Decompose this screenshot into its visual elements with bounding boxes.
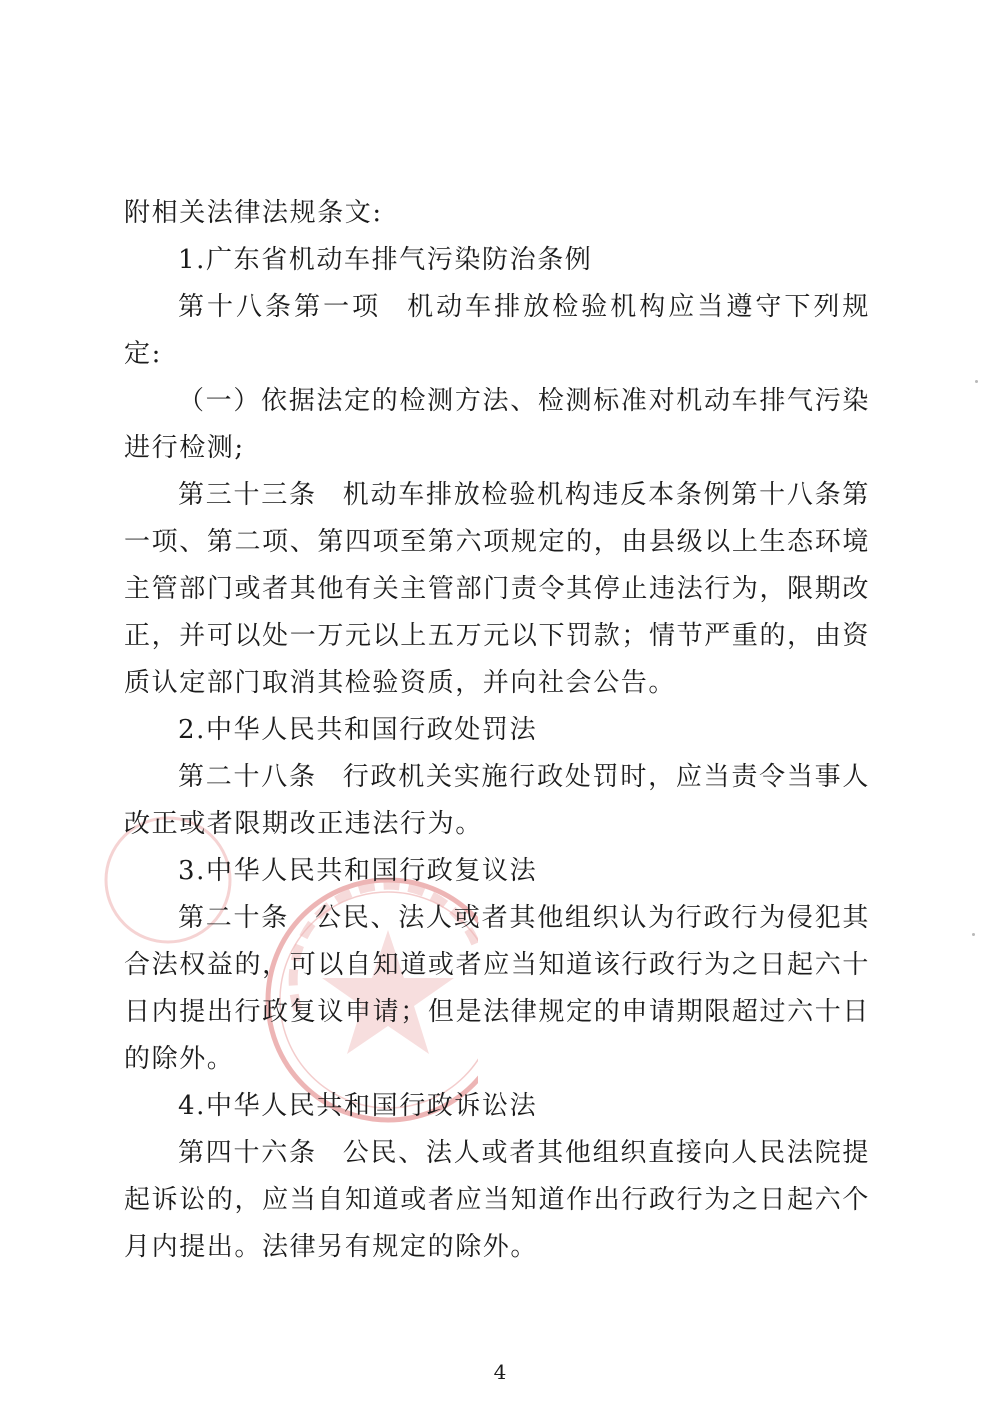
article-number: 第二十条	[178, 903, 290, 933]
article-text: 行政机关实施行政处罚时，应当责令当事人改正或者限期改正违法行为。	[124, 762, 870, 839]
law-title: 2.中华人民共和国行政处罚法	[178, 715, 538, 745]
law-title: 3.中华人民共和国行政复议法	[178, 856, 538, 886]
article-item: （一）依据法定的检测方法、检测标准对机动车排气污染进行检测;	[124, 386, 870, 463]
scan-speck	[972, 933, 975, 936]
article-paragraph	[124, 472, 870, 707]
law-title: 4.中华人民共和国行政诉讼法	[178, 1091, 538, 1121]
article-text: 公民、法人或者其他组织直接向人民法院提起诉讼的，应当自知道或者应当知道作出行政行为之日起六个月内提出。法律另有规定的除外。	[124, 1138, 870, 1262]
article-paragraph	[124, 284, 870, 378]
article-text: 机动车排放检验机构应当遵守下列规定:	[124, 292, 870, 369]
article-paragraph	[124, 754, 870, 848]
article-paragraph	[124, 1130, 870, 1271]
article-text: 机动车排放检验机构违反本条例第十八条第一项、第二项、第四项至第六项规定的，由县级以上生态环境主管部门或者其他有关主管部门责令其停止违法行为，限期改正，并可以处一万元以上五万元以下罚款；情节严重的，由资质认定部门取消其检验资质，并向社会公告。	[124, 480, 870, 698]
article-number: 第四十六条	[178, 1138, 317, 1168]
article-number: 第十八条第一项	[178, 292, 382, 322]
page-number: 4	[493, 1360, 507, 1384]
law-title: 1.广东省机动车排气污染防治条例	[178, 245, 593, 275]
article-paragraph	[124, 895, 870, 1083]
article-number: 第二十八条	[178, 762, 317, 792]
article-text: 公民、法人或者其他组织认为行政行为侵犯其合法权益的，可以自知道或者应当知道该行政行为之日起六十日内提出行政复议申请；但是法律规定的申请期限超过六十日的除外。	[124, 903, 870, 1074]
document-body	[124, 190, 870, 1271]
article-number: 第三十三条	[178, 480, 317, 510]
scan-speck	[975, 380, 978, 383]
intro-line: 附相关法律法规条文:	[124, 198, 383, 228]
